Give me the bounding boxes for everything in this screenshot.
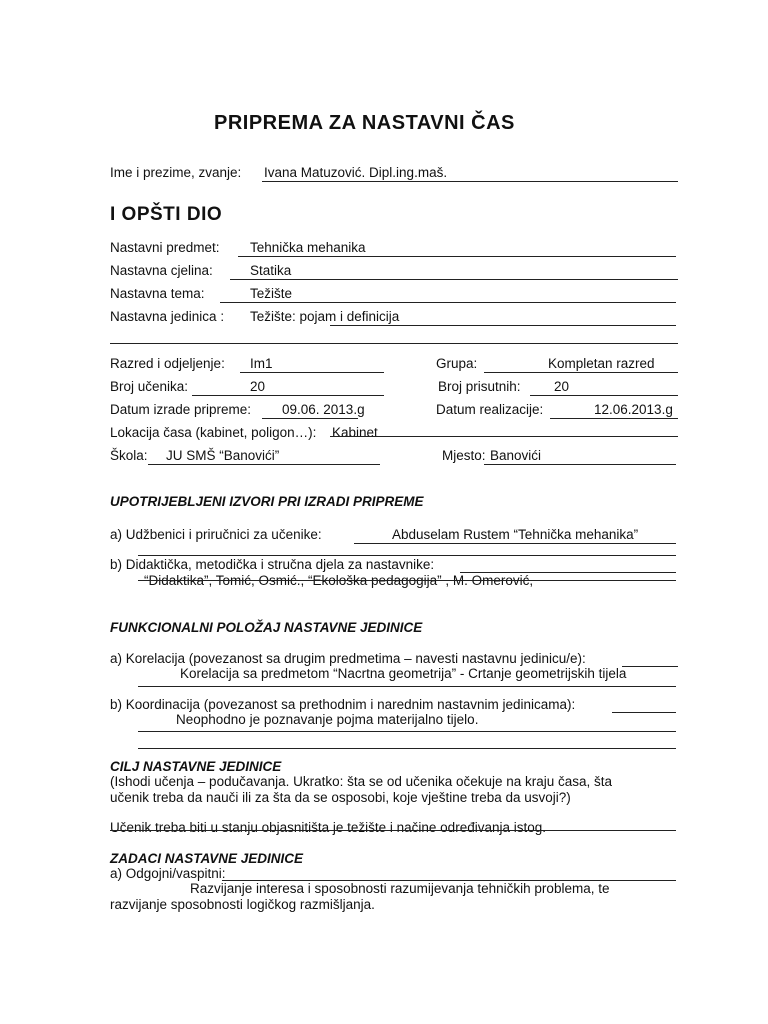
izvori-b-underline-3 — [138, 580, 676, 581]
polozaj-b-underline-1 — [612, 712, 676, 713]
jedinica-value: Težište: pojam i definicija — [250, 309, 400, 324]
datum-realizacije-value: 12.06.2013.g — [594, 402, 673, 417]
polozaj-b-label: b) Koordinacija (povezanost sa prethodnim i narednim nastavnim jedinicama): — [110, 697, 576, 712]
cjelina-label: Nastavna cjelina: — [110, 263, 213, 278]
zadaci-a-line-1: Razvijanje interesa i sposobnosti razumijevanja tehničkih problema, te — [190, 881, 610, 896]
lokacija-label: Lokacija časa (kabinet, poligon…): — [110, 425, 317, 440]
blank-line — [110, 343, 678, 344]
broj-ucenika-value: 20 — [250, 379, 266, 394]
mjesto-underline — [484, 464, 676, 465]
izvori-a-underline — [354, 543, 676, 544]
polozaj-b-value: Neophodno je poznavanje pojma materijalno tijelo. — [176, 712, 479, 727]
polozaj-a-value: Korelacija sa predmetom “Nacrtna geometrija” - Crtanje geometrijskih tijela — [180, 666, 627, 681]
grupa-label: Grupa: — [436, 356, 478, 371]
mjesto-value: Banovići — [490, 448, 542, 463]
izvori-a-label: a) Udžbenici i priručnici za učenike: — [110, 527, 322, 542]
grupa-value: Kompletan razred — [548, 356, 655, 371]
skola-label: Škola: — [110, 448, 148, 463]
cilj-heading: CILJ NASTAVNE JEDINICE — [110, 759, 282, 774]
zadaci-heading: ZADACI NASTAVNE JEDINICE — [110, 851, 304, 866]
zadaci-a-line-2: razvijanje sposobnosti logičkog razmišljanja. — [110, 897, 375, 912]
cilj-line-1: (Ishodi učenja – podučavanja. Ukratko: šta se od učenika očekuje na kraju časa, šta — [110, 774, 613, 789]
broj-prisutnih-underline — [530, 395, 678, 396]
tema-underline — [220, 302, 676, 303]
page-title: PRIPREMA ZA NASTAVNI ČAS — [214, 112, 515, 134]
zadaci-a-label: a) Odgojni/vaspitni: — [110, 866, 226, 881]
cjelina-value: Statika — [250, 263, 292, 278]
polozaj-b-underline-2 — [138, 731, 676, 732]
polozaj-heading: FUNKCIONALNI POLOŽAJ NASTAVNE JEDINICE — [110, 620, 423, 635]
lokacija-underline — [330, 436, 678, 437]
izvori-b-underline-1 — [138, 555, 676, 556]
predmet-label: Nastavni predmet: — [110, 240, 220, 255]
broj-prisutnih-value: 20 — [554, 379, 570, 394]
section-heading: I OPŠTI DIO — [110, 204, 223, 225]
author-value: Ivana Matuzović. Dipl.ing.maš. — [264, 165, 448, 180]
predmet-value: Tehnička mehanika — [250, 240, 366, 255]
cilj-strike-line — [110, 830, 676, 831]
author-label: Ime i prezime, zvanje: — [110, 165, 242, 180]
cilj-value: Učenik treba biti u stanju objasnitišta je težište i načine određivanja istog. — [110, 820, 546, 835]
broj-ucenika-label: Broj učenika: — [110, 379, 189, 394]
izvori-a-value: Abduselam Rustem “Tehnička mehanika” — [392, 527, 639, 542]
datum-izrade-value: 09.06. 2013.g — [282, 402, 365, 417]
polozaj-a-underline-2 — [138, 686, 676, 687]
datum-realizacije-label: Datum realizacije: — [436, 402, 544, 417]
polozaj-b-underline-3 — [138, 748, 676, 749]
izvori-b-label: b) Didaktička, metodička i stručna djela za nastavnike: — [110, 557, 435, 572]
polozaj-a-label: a) Korelacija (povezanost sa drugim predmetima – navesti nastavnu jedinicu/e): — [110, 651, 586, 666]
tema-value: Težište — [250, 286, 293, 301]
broj-ucenika-underline — [192, 395, 384, 396]
lokacija-value: Kabinet — [332, 425, 378, 440]
skola-value: JU SMŠ “Banovići” — [166, 448, 280, 463]
razred-underline — [240, 372, 384, 373]
tema-label: Nastavna tema: — [110, 286, 205, 301]
mjesto-label: Mjesto: — [442, 448, 486, 463]
datum-realizacije-underline — [550, 418, 678, 419]
izvori-heading: UPOTRIJEBLJENI IZVORI PRI IZRADI PRIPREME — [110, 494, 424, 509]
cilj-line-2: učenik treba da nauči ili za šta da se osposobi, koje vještine treba da usvoji?) — [110, 790, 571, 805]
izvori-b-value: “Didaktika”, Tomić, Osmić., “Ekološka pedagogija” , M. Omerović, — [144, 573, 534, 588]
polozaj-a-underline-1 — [622, 666, 678, 667]
author-underline — [262, 181, 678, 182]
grupa-underline — [484, 372, 678, 373]
razred-label: Razred i odjeljenje: — [110, 356, 225, 371]
datum-izrade-label: Datum izrade pripreme: — [110, 402, 252, 417]
skola-underline — [148, 464, 380, 465]
razred-value: Im1 — [250, 356, 273, 371]
jedinica-label: Nastavna jedinica : — [110, 309, 225, 324]
datum-izrade-underline — [262, 418, 358, 419]
broj-prisutnih-label: Broj prisutnih: — [438, 379, 521, 394]
predmet-underline — [238, 256, 676, 257]
jedinica-underline — [330, 325, 676, 326]
cjelina-underline — [230, 279, 678, 280]
